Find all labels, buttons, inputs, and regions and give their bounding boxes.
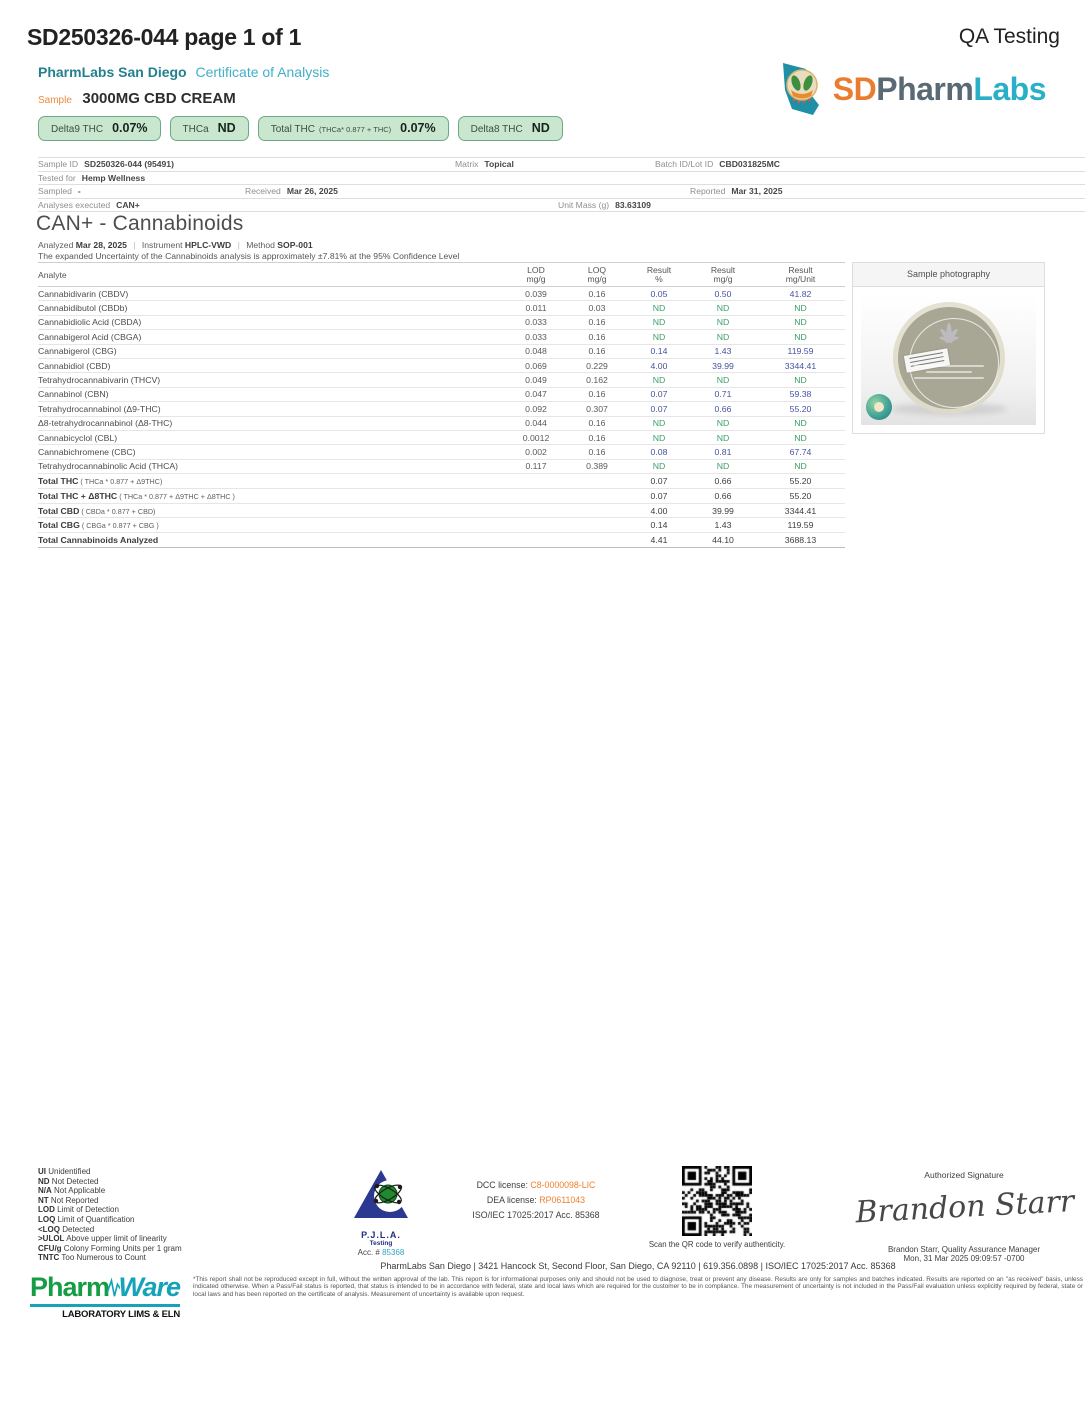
sample-photo [861, 295, 1036, 425]
cell-pct: 4.00 [650, 505, 668, 516]
cannabinoid-table [38, 262, 845, 548]
analyte-name: Δ8-tetrahydrocannabinol (Δ8-THC) [38, 418, 173, 429]
cell-loq: 0.16 [588, 446, 606, 457]
received-label: Received [245, 186, 281, 196]
table-header-row [38, 262, 845, 287]
report-disclaimer: *This report shall not be reproduced except in full, without the written approval of the lab. This report is for informational purposes only and should not be used to diagnose, treat or prevent any disease. Results are only for samples and batches indicated. Results are reported on an "as received" basis, unless indicated otherwise. When a Pass/Fail status is reported, that status is intended to be in accordance with federal, state and local laws which are required for the customer to be in compliance. The measurement of uncertainty is not included in the Pass/Fail evaluation unless explicitly required by federal, state or local laws and has been reported on the certificate of analysis. Measurement of uncertainty is available upon request. [193, 1276, 1083, 1298]
sdpharmlabs-logo [773, 60, 1046, 118]
total-label-text: Total CBD [38, 505, 80, 516]
sampled-value: - [77, 186, 81, 196]
lab-name: PharmLabs San Diego [38, 64, 187, 80]
pharmware-subtitle: LABORATORY LIMS & ELN [62, 1309, 180, 1320]
total-label [38, 535, 506, 545]
pjla-accreditation [328, 1168, 434, 1257]
uncertainty-note: The expanded Uncertainty of the Cannabinoids analysis is approximately ±7.81% at the 95% Confidence Level [38, 251, 460, 261]
cell-pct: 0.07 [650, 490, 668, 501]
instrument-value: HPLC-VWD [184, 240, 232, 250]
sample-info-table [38, 157, 1085, 212]
thc-badge [258, 116, 449, 141]
total-row [38, 489, 845, 504]
legend-line [38, 1205, 182, 1215]
cell-loq: 0.16 [588, 317, 606, 328]
legend-line [38, 1167, 182, 1177]
cell-lod: 0.0012 [522, 432, 550, 443]
cell-mgg: 39.99 [712, 360, 734, 371]
cell-unit: 55.20 [789, 403, 812, 414]
lod-header: LOD mg/g [526, 264, 546, 284]
cell-lod: 0.092 [525, 403, 547, 414]
total-formula: ( CBDa * 0.877 + CBD) [81, 506, 156, 516]
legend-text: Unidentified [46, 1167, 91, 1176]
cell-mgg: 0.66 [714, 403, 732, 414]
total-label-text: Total THC [38, 475, 79, 486]
legend-line [38, 1186, 182, 1196]
photo-watermark-icon [866, 394, 892, 420]
qr-code [682, 1166, 752, 1236]
table-row [38, 402, 845, 416]
badge-label: Delta8 THC [470, 124, 523, 135]
cell-unit: 55.20 [789, 475, 812, 486]
legend-text: Too Numerous to Count [59, 1253, 146, 1263]
legend-line [38, 1253, 182, 1263]
total-formula: ( THCa * 0.877 + Δ9THC) [80, 476, 163, 486]
table-row [38, 460, 845, 474]
cell-pct: ND [652, 303, 666, 314]
reported-value: Mar 31, 2025 [731, 186, 783, 196]
doc-type: Certificate of Analysis [195, 64, 330, 80]
legend-text: Colony Forming Units per 1 gram [61, 1243, 182, 1253]
tested-for-value: Hemp Wellness [81, 172, 146, 183]
cell-unit: ND [794, 418, 807, 429]
cell-loq: 0.16 [588, 331, 606, 342]
table-row [38, 359, 845, 373]
cell-lod: 0.117 [525, 461, 547, 472]
cell-unit: ND [794, 461, 807, 472]
jar-printed-text [914, 365, 984, 383]
wordmark-sd: SD [832, 70, 877, 107]
pharmlabs-emblem-icon [773, 60, 829, 118]
iso-accreditation-line: ISO/IEC 17025:2017 Acc. 85368 [472, 1210, 600, 1220]
table-row [38, 373, 845, 387]
instrument-label: Instrument [141, 240, 183, 250]
analyte-name: Tetrahydrocannabinol (Δ9-THC) [38, 403, 161, 414]
section-subline: Analyzed Mar 28, 2025 | Instrument HPLC-VWD | Method SOP-001 [38, 240, 313, 250]
pharmware-part1: Pharm [30, 1272, 110, 1302]
cell-lod: 0.069 [525, 360, 547, 371]
legend-text: Not Detected [49, 1176, 99, 1186]
legend-text: Above upper limit of linearity [64, 1234, 167, 1244]
pjla-acc-number: Acc. # 85368 [357, 1248, 405, 1257]
batch-label: Batch ID/Lot ID [655, 159, 714, 169]
sample-photo-header: Sample photography [853, 263, 1044, 287]
legend-abbr: NT [38, 1195, 49, 1205]
cell-loq: 0.16 [588, 389, 606, 400]
signature-block [850, 1170, 1078, 1263]
cell-unit: 59.38 [789, 389, 812, 400]
legend-abbr: TNTC [38, 1253, 60, 1263]
cell-mgg: 0.71 [714, 389, 732, 400]
signature-date: Mon, 31 Mar 2025 09:09:57 -0700 [903, 1254, 1025, 1263]
cell-pct: 4.41 [650, 535, 668, 546]
pjla-logo-icon [350, 1168, 412, 1224]
sample-id-value: SD250326-044 (95491) [84, 159, 174, 169]
cell-unit: 41.82 [789, 288, 812, 299]
cell-pct: ND [652, 375, 666, 386]
legend-text: Detected [60, 1224, 95, 1234]
total-label [38, 476, 506, 486]
legend-abbr: LOQ [38, 1214, 56, 1224]
total-label-text: Total Cannabinoids Analyzed [38, 535, 159, 546]
cell-unit: ND [794, 331, 807, 342]
cell-unit: 3688.13 [784, 535, 817, 546]
method-label: Method [246, 240, 275, 250]
total-row [38, 474, 845, 489]
received-value: Mar 26, 2025 [286, 186, 338, 196]
cell-mgg: ND [716, 303, 730, 314]
abbreviation-legend [38, 1167, 182, 1263]
analyte-name: Cannabidiolic Acid (CBDA) [38, 317, 142, 328]
sample-id-label: Sample ID [38, 159, 79, 169]
legend-line [38, 1234, 182, 1244]
qa-testing-label: QA Testing [958, 25, 1060, 48]
result-mgg-header: Result mg/g [710, 264, 736, 284]
pjla-name: P.J.L.A. [361, 1230, 401, 1240]
total-label [38, 491, 506, 501]
report-id-title: SD250326-044 page 1 of 1 [27, 24, 302, 50]
batch-value: CBD031825MC [719, 159, 780, 169]
table-row [38, 388, 845, 402]
cell-lod: 0.049 [525, 375, 547, 386]
analyte-name: Cannabidibutol (CBDb) [38, 303, 128, 314]
cell-unit: ND [794, 317, 807, 328]
analyte-name: Tetrahydrocannabivarin (THCV) [38, 375, 161, 386]
unit-mass-label: Unit Mass (g) [558, 199, 610, 210]
legend-abbr: LOD [38, 1205, 55, 1215]
analyses-value: CAN+ [116, 199, 140, 210]
cell-unit: ND [794, 303, 807, 314]
cell-unit: 67.74 [789, 446, 812, 457]
cell-mgg: 1.43 [714, 346, 732, 357]
license-block [452, 1180, 620, 1225]
svg-text:Brandon Starr: Brandon Starr [854, 1183, 1076, 1231]
cell-pct: 0.08 [650, 446, 668, 457]
cell-pct: ND [652, 317, 666, 328]
signature-script [850, 1182, 1078, 1238]
cell-mgg: ND [716, 418, 730, 429]
cell-loq: 0.16 [588, 346, 606, 357]
cell-loq: 0.16 [588, 418, 606, 429]
total-label [38, 506, 506, 516]
analyte-rows [38, 287, 845, 474]
analyte-name: Cannabicyclol (CBL) [38, 432, 118, 443]
cell-mgg: 0.66 [714, 490, 732, 501]
wordmark [833, 71, 1046, 108]
tested-for-label: Tested for [38, 172, 76, 183]
total-row [38, 518, 845, 533]
cell-lod: 0.048 [525, 346, 547, 357]
table-row [38, 316, 845, 330]
analyte-name: Cannabidiol (CBD) [38, 360, 111, 371]
cell-lod: 0.033 [525, 331, 547, 342]
legend-line [38, 1177, 182, 1187]
cell-loq: 0.03 [588, 303, 606, 314]
cell-lod: 0.033 [525, 317, 547, 328]
badge-label: Delta9 THC [51, 124, 104, 135]
total-label [38, 520, 506, 530]
cell-lod: 0.011 [525, 303, 547, 314]
legend-line [38, 1196, 182, 1206]
qr-caption: Scan the QR code to verify authenticity. [648, 1240, 786, 1249]
cell-pct: 0.07 [650, 403, 668, 414]
thc-badge [38, 116, 161, 141]
analyte-name: Cannabidivarin (CBDV) [38, 288, 129, 299]
cell-unit: 55.20 [789, 490, 812, 501]
info-row-2 [38, 172, 1085, 186]
cell-mgg: ND [716, 461, 730, 472]
cell-pct: 0.14 [650, 520, 668, 531]
table-row [38, 287, 845, 301]
dea-license-value: RP0611043 [539, 1195, 586, 1205]
analyses-label: Analyses executed [38, 199, 111, 210]
legend-text: Limit of Detection [54, 1205, 119, 1215]
cell-loq: 0.162 [586, 375, 608, 386]
info-row-4 [38, 199, 1085, 213]
cell-pct: ND [652, 418, 666, 429]
badge-label: Total THC [270, 124, 315, 135]
cell-unit: 3344.41 [784, 505, 817, 516]
reported-label: Reported [690, 186, 726, 196]
legend-abbr: <LOQ [38, 1224, 61, 1234]
analyte-name: Cannabigerol (CBG) [38, 346, 117, 357]
table-row [38, 345, 845, 359]
cell-pct: 0.05 [650, 288, 668, 299]
dcc-license-line: DCC license: C8-0000098-LIC [476, 1180, 596, 1190]
section-title: CAN+ - Cannabinoids [36, 212, 244, 235]
cell-mgg: 0.50 [714, 288, 732, 299]
cell-unit: ND [794, 375, 807, 386]
cell-mgg: ND [716, 317, 730, 328]
cream-jar-image [893, 302, 1005, 414]
sample-photo-box [852, 262, 1045, 434]
total-rows [38, 474, 845, 548]
dcc-license-value: C8-0000098-LIC [530, 1180, 596, 1190]
matrix-value: Topical [484, 159, 514, 169]
legend-text: Not Reported [48, 1195, 99, 1205]
analyte-name: Cannabinol (CBN) [38, 389, 109, 400]
analyte-header: Analyte [38, 269, 67, 280]
legend-abbr: CFU/g [38, 1243, 62, 1253]
sample-label: Sample [38, 95, 72, 106]
badge-value: ND [531, 121, 550, 135]
cell-pct: ND [652, 331, 666, 342]
wordmark-pharm: Pharm [876, 70, 974, 107]
info-row-1 [38, 158, 1085, 172]
loq-header: LOQ mg/g [587, 264, 607, 284]
cell-lod: 0.039 [525, 288, 547, 299]
matrix-label: Matrix [455, 159, 479, 169]
badge-value: ND [217, 121, 236, 135]
total-formula: ( CBGa * 0.877 + CBG ) [81, 521, 159, 531]
table-row [38, 445, 845, 459]
lab-header-line [38, 64, 329, 80]
pharmware-part2: Ware [118, 1272, 180, 1302]
thc-badge [170, 116, 249, 141]
cell-loq: 0.389 [586, 461, 608, 472]
cell-loq: 0.229 [586, 360, 608, 371]
cell-unit: ND [794, 432, 807, 443]
thc-badge [458, 116, 563, 141]
cell-mgg: 0.66 [714, 475, 732, 486]
cell-loq: 0.307 [586, 403, 608, 414]
badge-value: 0.07% [400, 121, 436, 135]
cell-mgg: 1.43 [714, 520, 732, 531]
signatory-name: Brandon Starr, Quality Assurance Manager [887, 1245, 1041, 1254]
total-label-text: Total THC + Δ8THC [38, 490, 118, 501]
wordmark-labs: Labs [973, 70, 1046, 107]
cell-loq: 0.16 [588, 432, 606, 443]
result-pct-header: Result % [646, 264, 672, 284]
cell-pct: 0.07 [650, 389, 668, 400]
signature-title: Authorized Signature [924, 1170, 1004, 1180]
total-row [38, 533, 845, 548]
legend-abbr: N/A [38, 1186, 52, 1196]
cell-pct: ND [652, 432, 666, 443]
legend-line [38, 1215, 182, 1225]
legend-abbr: UI [38, 1167, 46, 1176]
legend-abbr: >ULOL [38, 1234, 65, 1244]
analyte-name: Cannabichromene (CBC) [38, 446, 136, 457]
cell-pct: ND [652, 461, 666, 472]
total-row [38, 504, 845, 519]
analyzed-date: Mar 28, 2025 [75, 240, 127, 250]
total-label-text: Total CBG [38, 520, 80, 531]
cell-pct: 4.00 [650, 360, 668, 371]
cell-loq: 0.16 [588, 288, 606, 299]
legend-text: Not Applicable [51, 1186, 106, 1196]
analyzed-label: Analyzed [38, 240, 74, 250]
cell-lod: 0.047 [525, 389, 547, 400]
cell-pct: 0.07 [650, 475, 668, 486]
cell-mgg: 39.99 [712, 505, 734, 516]
analyte-name: Tetrahydrocannabinolic Acid (THCA) [38, 461, 179, 472]
badge-value: 0.07% [112, 121, 148, 135]
cell-mgg: ND [716, 375, 730, 386]
cell-mgg: ND [716, 331, 730, 342]
table-row [38, 417, 845, 431]
hemp-leaf-icon [932, 323, 966, 353]
sample-name: 3000MG CBD CREAM [82, 90, 236, 107]
method-value: SOP-001 [277, 240, 313, 250]
table-row [38, 330, 845, 344]
cell-mgg: 44.10 [712, 535, 734, 546]
cell-lod: 0.002 [525, 446, 547, 457]
legend-abbr: ND [38, 1176, 50, 1186]
pharmware-logo [30, 1272, 180, 1320]
total-formula: ( THCa * 0.877 + Δ9THC + Δ8THC ) [119, 491, 235, 501]
result-unit-header: Result mg/Unit [785, 264, 816, 284]
dea-license-line: DEA license: RP0611043 [486, 1195, 586, 1205]
legend-text: Limit of Quantification [55, 1214, 135, 1224]
pjla-sub: Testing [369, 1240, 393, 1247]
legend-line [38, 1244, 182, 1254]
sampled-label: Sampled [38, 186, 72, 196]
badge-formula: (THCa* 0.877 + THC) [318, 125, 392, 134]
badges [38, 116, 572, 141]
analyte-name: Cannabigerol Acid (CBGA) [38, 331, 142, 342]
cell-unit: 119.59 [787, 346, 814, 357]
unit-mass-value: 83.63109 [615, 199, 651, 210]
cell-mgg: ND [716, 432, 730, 443]
sample-line [38, 90, 236, 108]
table-row [38, 301, 845, 315]
cell-lod: 0.044 [525, 418, 547, 429]
badge-label: THCa [182, 124, 209, 135]
table-row [38, 431, 845, 445]
info-row-3 [38, 185, 1085, 199]
legend-line [38, 1225, 182, 1235]
cell-mgg: 0.81 [714, 446, 732, 457]
cell-pct: 0.14 [650, 346, 668, 357]
cell-unit: 3344.41 [784, 360, 817, 371]
cell-unit: 119.59 [787, 520, 814, 531]
lab-address-line: PharmLabs San Diego | 3421 Hancock St, Second Floor, San Diego, CA 92110 | 619.356.0898 | ISO/IEC 17025:2017 Acc. 85368 [380, 1261, 896, 1271]
